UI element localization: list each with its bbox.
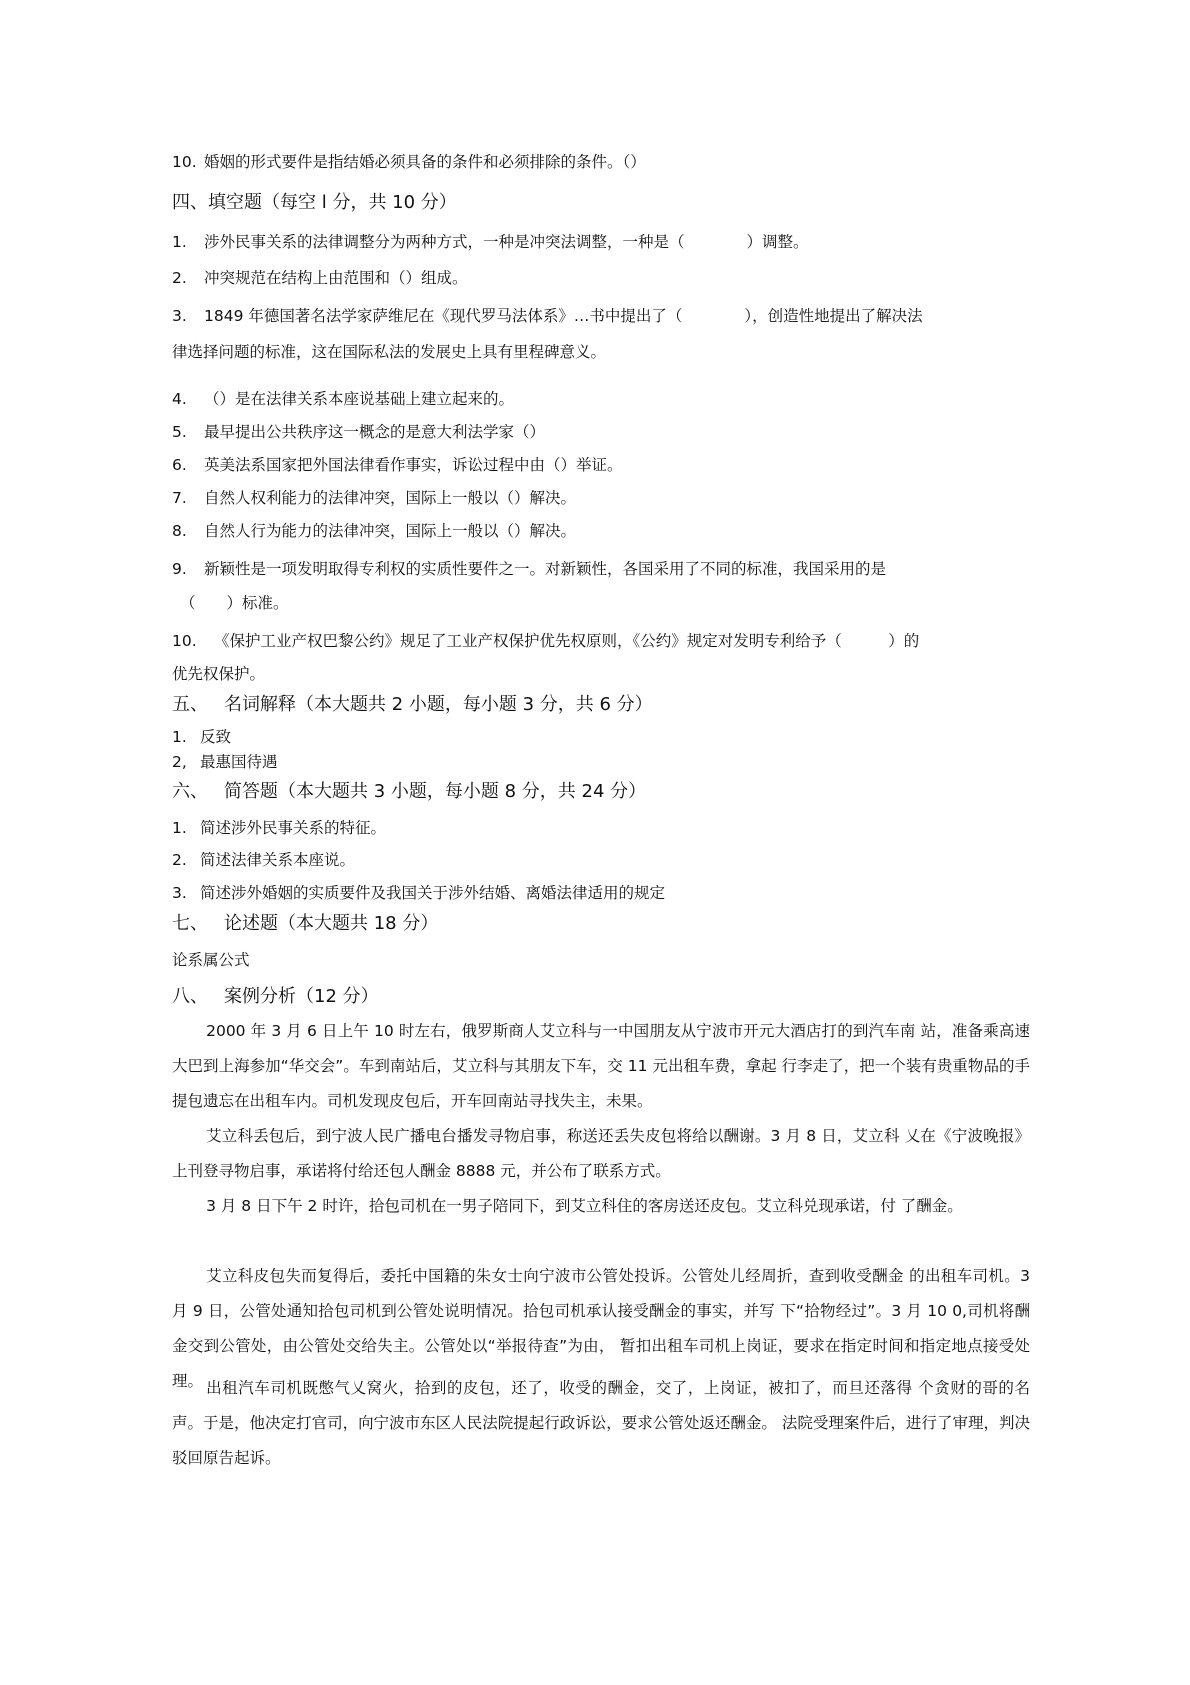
- section-title: 案例分析（12 分）: [224, 986, 379, 1007]
- section-number: 八、: [172, 986, 208, 1007]
- case-paragraph: 3 月 8 日下午 2 时许，拾包司机在一男子陪同下，到艾立科住的客房送还皮包。艾立科兑现承诺，付 了酬金。: [206, 1197, 963, 1215]
- case-paragraph: 2000 年 3 月 6 日上午 10 时左右，俄罗斯商人艾立科与一中国朋友从宁波市开元大酒店打的到汽车南 站，准备乘高速大巴到上海参加“华交会”。车到南站后，艾立科与其朋友下车，交 11 元出租车费，拿起 行李走了，把一个装有贵重物品的手提包遗忘在出租车内。司机发现皮包后，开车回南站寻找失主，未果。: [172, 1022, 1030, 1110]
- question-text: 简述涉外婚姻的实质要件及我国关于涉外结婚、离婚法律适用的规定: [200, 884, 666, 902]
- section-title: 四、填空题（每空 l 分，共 10 分）: [172, 192, 457, 213]
- section-title: 名词解释（本大题共 2 小题，每小题 3 分，共 6 分）: [224, 694, 653, 715]
- question-text: 最早提出公共秩序这一概念的是意大利法学家（）: [204, 423, 546, 441]
- question-4-1: [172, 230, 809, 252]
- question-text: 冲突规范在结构上由范围和（）组成。: [204, 269, 468, 287]
- question-text: 律选择问题的标准，这在国际私法的发展史上具有里程碑意义。: [172, 343, 607, 361]
- question-4-5: [172, 420, 545, 442]
- section-4-heading: [172, 188, 457, 214]
- question-4-8: [172, 519, 576, 541]
- section-number: 五、: [172, 694, 208, 715]
- question-text: 英美法系国家把外国法律看作事实，诉讼过程中由（）举证。: [204, 456, 623, 474]
- question-number: 4.: [172, 390, 187, 408]
- question-4-10: [172, 629, 919, 651]
- question-number: 3.: [172, 884, 187, 902]
- question-4-10-continued: [172, 662, 265, 684]
- question-number: 2.: [172, 851, 187, 869]
- question-number: 5.: [172, 423, 187, 441]
- question-number: 7.: [172, 489, 187, 507]
- question-text: 涉外民事关系的法律调整分为两种方式，一种是冲突法调整，一种是（ ）调整。: [204, 233, 809, 251]
- question-4-4: [172, 387, 514, 409]
- section-6-heading: [172, 777, 646, 803]
- question-number: 1.: [172, 728, 187, 746]
- section-8-heading: [172, 982, 379, 1008]
- question-5-1: [172, 725, 231, 747]
- question-number: 1.: [172, 819, 187, 837]
- question-text: （）是在法律关系本座说基础上建立起来的。: [204, 390, 515, 408]
- question-4-3-continued: [172, 340, 606, 362]
- question-4-3: [172, 304, 923, 326]
- question-text: 新颖性是一项发明取得专利权的实质性要件之一。对新颖性，各国采用了不同的标准，我国采用的是: [204, 560, 887, 578]
- question-number: 10.: [172, 153, 197, 171]
- question-3-10: [172, 150, 646, 172]
- question-number: 2.: [172, 269, 187, 287]
- question-text: 简述涉外民事关系的特征。: [200, 819, 387, 837]
- question-text: 自然人行为能力的法律冲突，国际上一般以（）解决。: [204, 522, 577, 540]
- question-4-9: [172, 557, 886, 579]
- case-paragraph: 艾立科皮包失而复得后，委托中国籍的朱女士向宁波市公管处投诉。公管处儿经周折，查到收受酬金 的出租车司机。3 月 9 日，公管处通知拾包司机到公管处说明情况。拾包司机承认接受酬金的事实，并写 下“拾物经过”。3 月 10 0,司机将酬金交到公管处，由公管处交给失主。公管处以“举报待查”为由， 暂扣出租车司机上岗证，要求在指定时间和指定地点接受处理。: [172, 1267, 1030, 1390]
- question-6-3: [172, 881, 665, 903]
- question-text: 简述法律关系本座说。: [200, 851, 356, 869]
- section-title: 简答题（本大题共 3 小题，每小题 8 分，共 24 分）: [224, 781, 647, 802]
- case-paragraph: 出租汽车司机既憋气乂窝火，拾到的皮包，还了，收受的酬金，交了，上岗证，被扣了，而旦还落得 个贪财的哥的名声。于是，他决定打官司，向宁波市东区人民法院提起行政诉讼，要求公管处返还酬金。 法院受理案件后，进行了审理，判决驳回原告起诉。: [172, 1379, 1030, 1467]
- question-text: 婚姻的形式要件是指结婚必须具备的条件和必须排除的条件。（）: [204, 153, 646, 171]
- question-text: 自然人权利能力的法律冲突，国际上一般以（）解决。: [204, 489, 577, 507]
- question-4-6: [172, 453, 623, 475]
- question-4-9-continued: [180, 591, 289, 613]
- essay-topic: 论系属公式: [172, 951, 250, 969]
- question-number: 1.: [172, 233, 187, 251]
- section-7-heading: [172, 909, 438, 935]
- question-number: 8.: [172, 522, 187, 540]
- section-number: 六、: [172, 781, 208, 802]
- question-number: 3.: [172, 307, 187, 325]
- question-number: 10.: [172, 632, 197, 650]
- section-7-body: [172, 948, 250, 970]
- question-text: （ ）标准。: [180, 594, 289, 612]
- question-text: 《保护工业产权巴黎公约》规足了工业产权保护优先权原则，《公约》规定对发明专利给予（ ）的: [214, 632, 920, 650]
- question-4-7: [172, 486, 576, 508]
- question-text: 反致: [200, 728, 232, 746]
- section-number: 七、: [172, 913, 208, 934]
- case-paragraph: 艾立科丢包后，到宁波人民广播电台播发寻物启事，称送还丢失皮包将给以酬谢。3 月 8 日，艾立科 乂在《宁波晚报》上刊登寻物启事，承诺将付给还包人酬金 8888 元，并公布了联系方式。: [172, 1127, 1030, 1180]
- question-number: 9.: [172, 560, 187, 578]
- question-4-2: [172, 266, 468, 288]
- section-5-heading: [172, 690, 653, 716]
- section-title: 论述题（本大题共 18 分）: [224, 913, 439, 934]
- question-text: 优先权保护。: [172, 665, 266, 683]
- question-text: 1849 年德国著名法学家萨维尼在《现代罗马法体系》…书中提出了（ ），创造性地提出了解决法: [204, 307, 923, 325]
- question-number: 2,: [172, 753, 187, 771]
- question-6-2: [172, 848, 355, 870]
- question-6-1: [172, 816, 386, 838]
- question-text: 最惠国待遇: [200, 753, 278, 771]
- question-number: 6.: [172, 456, 187, 474]
- question-5-2: [172, 750, 278, 772]
